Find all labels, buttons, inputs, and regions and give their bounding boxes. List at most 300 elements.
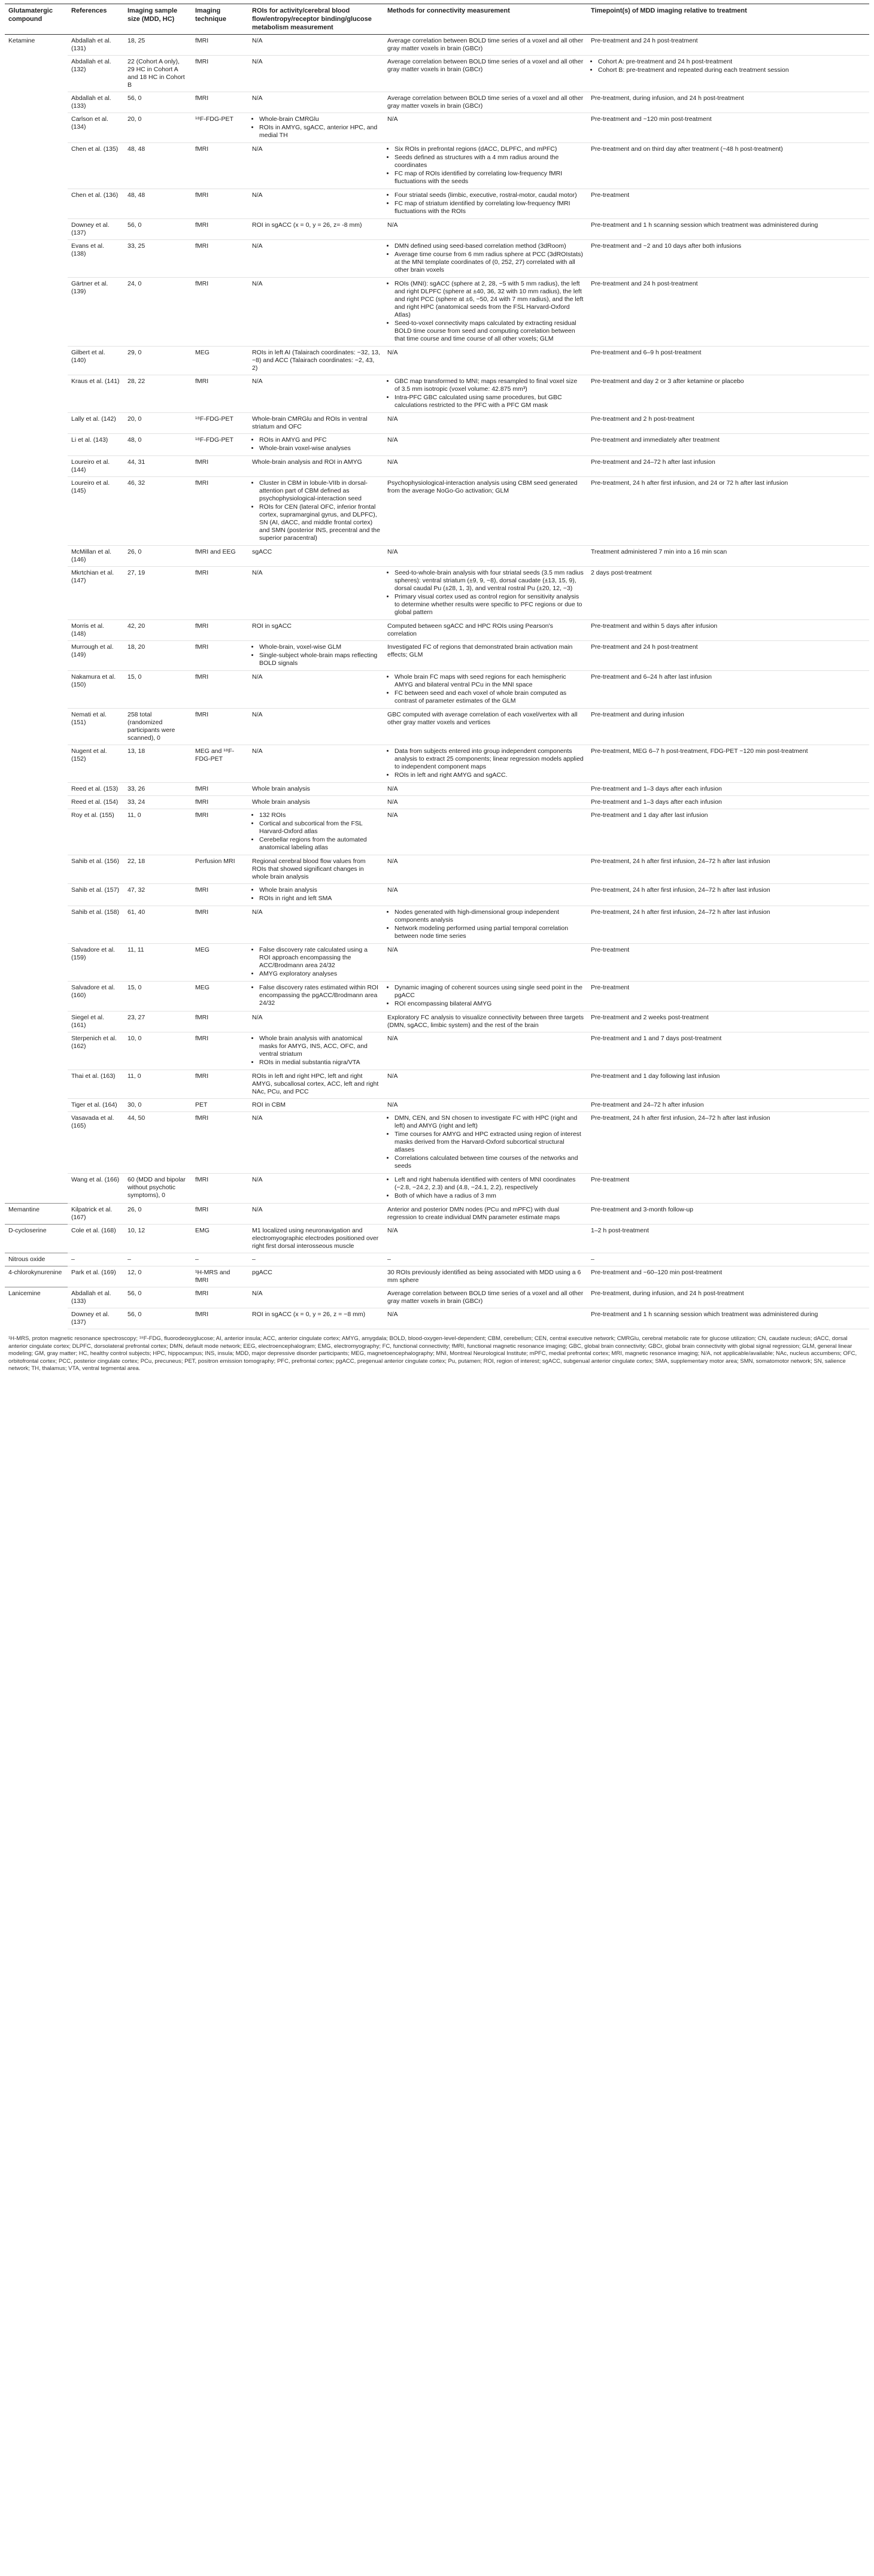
bullet-item: • Whole brain analysis <box>259 886 380 894</box>
cell-reference: Downey et al. (137) <box>68 1308 124 1329</box>
table-row <box>5 1204 869 1225</box>
cell-reference: Siegel et al. (161) <box>68 1011 124 1032</box>
cell-compound <box>5 855 68 884</box>
table-row <box>5 1266 869 1287</box>
cell-sample-size: 33, 24 <box>124 796 192 809</box>
cell-sample-size: 46, 32 <box>124 477 192 546</box>
table-row <box>5 143 869 189</box>
table-row <box>5 796 869 809</box>
cell-sample-size: 44, 31 <box>124 456 192 477</box>
bullet-list <box>252 812 380 852</box>
bullet-list <box>387 192 584 215</box>
cell-rois <box>248 434 384 456</box>
table-row <box>5 1174 869 1204</box>
cell-timepoint: Pre-treatment, 24 h after first infusion, 24–72 h after last infusion <box>587 906 869 944</box>
cell-timepoint: Pre-treatment and 1–3 days after each infusion <box>587 783 869 796</box>
cell-reference: – <box>68 1253 124 1266</box>
cell-reference: Chen et al. (135) <box>68 143 124 189</box>
cell-compound: Lanicemine <box>5 1287 68 1308</box>
cell-reference: Gilbert et al. (140) <box>68 347 124 375</box>
bullet-item: • Four striatal seeds (limbic, executive, rostral-motor, caudal motor) <box>394 192 584 199</box>
table-row <box>5 278 869 347</box>
table-row <box>5 56 869 92</box>
cell-connectivity-method: GBC computed with average correlation of each voxel/vertex with all other gray matter voxels and vertices <box>384 709 587 745</box>
cell-technique: fMRI <box>192 1032 248 1070</box>
bullet-item: • FC map of striatum identified by correlating low-frequency fMRI fluctuations with the ROIs <box>394 200 584 215</box>
cell-technique: MEG <box>192 982 248 1011</box>
cell-timepoint: Pre-treatment and within 5 days after infusion <box>587 620 869 641</box>
cell-compound <box>5 906 68 944</box>
cell-connectivity-method: N/A <box>384 796 587 809</box>
bullet-list <box>387 1176 584 1200</box>
table-row <box>5 884 869 906</box>
cell-sample-size: 258 total (randomized participants were scanned), 0 <box>124 709 192 745</box>
cell-connectivity-method <box>384 143 587 189</box>
cell-connectivity-method: Average correlation between BOLD time series of a voxel and all other gray matter voxels in brain (GBCr) <box>384 56 587 92</box>
cell-compound <box>5 944 68 982</box>
cell-rois: Whole brain analysis <box>248 783 384 796</box>
cell-compound: Nitrous oxide <box>5 1253 68 1266</box>
cell-connectivity-method <box>384 240 587 278</box>
bullet-list <box>387 145 584 186</box>
cell-technique: ¹⁸F-FDG-PET <box>192 113 248 143</box>
cell-sample-size: 29, 0 <box>124 347 192 375</box>
cell-rois: N/A <box>248 1174 384 1204</box>
bullet-item: • Whole-brain, voxel-wise GLM <box>259 643 380 651</box>
cell-sample-size: 11, 0 <box>124 809 192 855</box>
cell-timepoint: Pre-treatment and 1 day following last infusion <box>587 1070 869 1099</box>
cell-compound <box>5 1099 68 1112</box>
cell-sample-size: 56, 0 <box>124 1308 192 1329</box>
cell-reference: Kraus et al. (141) <box>68 375 124 413</box>
header-references: References <box>68 4 124 35</box>
cell-compound <box>5 143 68 189</box>
cell-reference: Carlson et al. (134) <box>68 113 124 143</box>
cell-rois: ROI in sgACC (x = 0, y = 26, z= -8 mm) <box>248 219 384 240</box>
bullet-list <box>591 58 866 74</box>
table-row <box>5 1253 869 1266</box>
bullet-item: • ROIs in right and left SMA <box>259 895 380 903</box>
cell-rois: – <box>248 1253 384 1266</box>
cell-rois <box>248 884 384 906</box>
cell-compound <box>5 56 68 92</box>
cell-sample-size: 30, 0 <box>124 1099 192 1112</box>
cell-compound <box>5 982 68 1011</box>
cell-compound: Memantine <box>5 1204 68 1225</box>
cell-sample-size: 12, 0 <box>124 1266 192 1287</box>
table-row <box>5 113 869 143</box>
cell-connectivity-method <box>384 671 587 709</box>
cell-connectivity-method: Average correlation between BOLD time series of a voxel and all other gray matter voxels in brain (GBCr) <box>384 1287 587 1308</box>
cell-timepoint: Pre-treatment and immediately after treatment <box>587 434 869 456</box>
cell-technique: fMRI <box>192 56 248 92</box>
cell-compound: D-cycloserine <box>5 1225 68 1253</box>
cell-technique: fMRI <box>192 456 248 477</box>
cell-technique: fMRI <box>192 1287 248 1308</box>
cell-reference: Sterpenich et al. (162) <box>68 1032 124 1070</box>
cell-technique: fMRI <box>192 671 248 709</box>
cell-reference: Tiger et al. (164) <box>68 1099 124 1112</box>
cell-sample-size: 60 (MDD and bipolar without psychotic symptoms), 0 <box>124 1174 192 1204</box>
cell-connectivity-method: Computed between sgACC and HPC ROIs using Pearson's correlation <box>384 620 587 641</box>
cell-timepoint: Pre-treatment, 24 h after first infusion, 24–72 h after last infusion <box>587 884 869 906</box>
footnote-abbreviations: ¹H-MRS, proton magnetic resonance spectroscopy; ¹⁸F-FDG, fluorodeoxyglucose; AI, anterior insula; ACC, anterior cingulate cortex; AMYG, amygdala; BOLD, blood-oxygen-level-dependent; CBM, cerebellum; CEN, central executive network; CMRGlu, cerebral metabolic rate for glucose utilization; CN, caudate nucleus; dACC, dorsal anterior cingulate cortex; DLPFC, dorsolateral prefrontal cortex; DMN, default mode network; EEG, electroencephalogram; EMG, electromyography; FC, functional connectivity; fMRI, functional magnetic resonance imaging; GBC, global brain connectivity; GBCr, global brain connectivity with global signal regression; GLM, general linear modeling; GM, gray matter; HC, healthy control subjects; HPC, hippocampus; INS, insula; MDD, major depressive disorder participants; MEG, magnetoencephalography; MNI, Montreal Neurological Institute; mPFC, medial prefrontal cortex; MRI, magnetic resonance imaging; N/A, not applicable/available; NAc, nucleus accumbens; OFC, orbitofrontal cortex; PCC, posterior cingulate cortex; PCu, precuneus; PET, positron emission tomography; PFC, prefrontal cortex; pgACC, pregenual anterior cingulate cortex; Pu, putamen; ROI, region of interest; sgACC, subgenual anterior cingulate cortex; SMA, supplementary motor area; SMN, somatomotor network; SN, salience network; TH, thalamus; VTA, ventral tegmental area. <box>8 1335 857 1372</box>
cell-technique: ¹⁸F-FDG-PET <box>192 413 248 434</box>
table-row <box>5 35 869 56</box>
cell-rois <box>248 982 384 1011</box>
cell-reference: Nakamura et al. (150) <box>68 671 124 709</box>
cell-technique: fMRI <box>192 641 248 671</box>
table-body <box>5 35 869 1329</box>
cell-rois: N/A <box>248 745 384 783</box>
cell-rois: N/A <box>248 278 384 347</box>
cell-reference: Evans et al. (138) <box>68 240 124 278</box>
cell-compound <box>5 219 68 240</box>
cell-technique: fMRI <box>192 1070 248 1099</box>
cell-rois <box>248 944 384 982</box>
cell-timepoint: Pre-treatment and 6–24 h after last infusion <box>587 671 869 709</box>
cell-technique: fMRI <box>192 567 248 620</box>
cell-reference: Lally et al. (142) <box>68 413 124 434</box>
cell-sample-size: 11, 11 <box>124 944 192 982</box>
cell-technique: fMRI <box>192 1011 248 1032</box>
cell-rois: N/A <box>248 567 384 620</box>
bullet-item: • ROIs in AMYG and PFC <box>259 436 380 444</box>
bullet-item: • FC map of ROIs identified by correlating low-frequency fMRI fluctuations with the seeds <box>394 170 584 186</box>
cell-timepoint <box>587 56 869 92</box>
cell-sample-size: 15, 0 <box>124 982 192 1011</box>
cell-connectivity-method: 30 ROIs previously identified as being associated with MDD using a 6 mm sphere <box>384 1266 587 1287</box>
cell-timepoint: Pre-treatment and 1 h scanning session which treatment was administered during <box>587 219 869 240</box>
cell-technique: fMRI <box>192 1308 248 1329</box>
cell-reference: Abdallah et al. (132) <box>68 56 124 92</box>
cell-rois: ROIs in left and right HPC, left and right AMYG, subcallosal cortex, ACC, left and right NAc, PCu, and PCC <box>248 1070 384 1099</box>
cell-sample-size: 42, 20 <box>124 620 192 641</box>
table-row <box>5 641 869 671</box>
cell-compound <box>5 375 68 413</box>
cell-rois: N/A <box>248 1287 384 1308</box>
cell-reference: Roy et al. (155) <box>68 809 124 855</box>
cell-rois: Whole-brain analysis and ROI in AMYG <box>248 456 384 477</box>
cell-technique: fMRI <box>192 1174 248 1204</box>
table-footnotes <box>8 1335 866 1373</box>
bullet-item: • False discovery rate calculated using a ROI approach encompassing the ACC/Brodmann area 24/32 <box>259 946 380 970</box>
bullet-list <box>252 479 380 542</box>
cell-timepoint: Pre-treatment and 2 weeks post-treatment <box>587 1011 869 1032</box>
cell-compound: Ketamine <box>8 37 35 44</box>
bullet-list <box>387 1114 584 1170</box>
cell-connectivity-method <box>384 906 587 944</box>
cell-timepoint: Pre-treatment, during infusion, and 24 h post-treatment <box>587 1287 869 1308</box>
cell-compound <box>5 278 68 347</box>
cell-sample-size: 13, 18 <box>124 745 192 783</box>
header-technique: Imaging technique <box>192 4 248 35</box>
table-row <box>5 546 869 567</box>
cell-timepoint: Pre-treatment, 24 h after first infusion, and 24 or 72 h after last infusion <box>587 477 869 546</box>
cell-rois: N/A <box>248 1204 384 1225</box>
cell-technique: – <box>192 1253 248 1266</box>
cell-sample-size: 56, 0 <box>124 219 192 240</box>
cell-sample-size: 28, 22 <box>124 375 192 413</box>
cell-reference: Salvadore et al. (159) <box>68 944 124 982</box>
table-row <box>5 1112 869 1174</box>
cell-reference: Abdallah et al. (133) <box>68 1287 124 1308</box>
cell-compound <box>5 434 68 456</box>
cell-connectivity-method: N/A <box>384 809 587 855</box>
bullet-item: • ROI encompassing bilateral AMYG <box>394 1000 584 1008</box>
table-row <box>5 1287 869 1308</box>
cell-reference: Nemati et al. (151) <box>68 709 124 745</box>
cell-timepoint: Pre-treatment, MEG 6–7 h post-treatment, FDG-PET ~120 min post-treatment <box>587 745 869 783</box>
cell-connectivity-method: N/A <box>384 884 587 906</box>
cell-compound <box>5 240 68 278</box>
cell-rois: N/A <box>248 240 384 278</box>
cell-sample-size: 20, 0 <box>124 113 192 143</box>
cell-compound <box>5 671 68 709</box>
cell-technique: fMRI <box>192 477 248 546</box>
table-row <box>5 240 869 278</box>
table-row <box>5 477 869 546</box>
cell-rois <box>248 1032 384 1070</box>
cell-timepoint: Pre-treatment and 24–72 h after last infusion <box>587 456 869 477</box>
table-header-row <box>5 4 869 35</box>
cell-timepoint: Pre-treatment and ~120 min post-treatment <box>587 113 869 143</box>
cell-technique: ¹⁸F-FDG-PET <box>192 434 248 456</box>
bullet-list <box>387 673 584 705</box>
cell-rois: N/A <box>248 143 384 189</box>
cell-sample-size: 48, 0 <box>124 434 192 456</box>
cell-compound <box>5 620 68 641</box>
cell-compound <box>5 347 68 375</box>
bullet-item: • DMN defined using seed-based correlation method (3dRoom) <box>394 242 584 250</box>
cell-reference: Murrough et al. (149) <box>68 641 124 671</box>
bullet-item: • Cluster in CBM in lobule-VIIb in dorsal-attention part of CBM defined as psychophysiological-interaction seed <box>259 479 380 503</box>
cell-connectivity-method: N/A <box>384 113 587 143</box>
cell-timepoint: Pre-treatment and 2 h post-treatment <box>587 413 869 434</box>
table-row <box>5 709 869 745</box>
cell-reference: Abdallah et al. (133) <box>68 92 124 113</box>
cell-connectivity-method <box>384 745 587 783</box>
cell-connectivity-method: N/A <box>384 456 587 477</box>
bullet-item: • Cortical and subcortical from the FSL Harvard-Oxford atlas <box>259 820 380 836</box>
cell-connectivity-method: Investigated FC of regions that demonstrated brain activation main effects; GLM <box>384 641 587 671</box>
cell-technique: fMRI <box>192 143 248 189</box>
bullet-item: • Cohort B: pre-treatment and repeated during each treatment session <box>598 66 866 74</box>
cell-sample-size: 26, 0 <box>124 1204 192 1225</box>
bullet-item: • Single-subject whole-brain maps reflecting BOLD signals <box>259 652 380 667</box>
cell-timepoint: Pre-treatment, during infusion, and 24 h post-treatment <box>587 92 869 113</box>
bullet-item: • DMN, CEN, and SN chosen to investigate FC with HPC (right and left) and AMYG (right and left) <box>394 1114 584 1130</box>
cell-sample-size: 33, 25 <box>124 240 192 278</box>
cell-timepoint: Pre-treatment and 1 and 7 days post-treatment <box>587 1032 869 1070</box>
cell-timepoint: Pre-treatment and ~2 and 10 days after both infusions <box>587 240 869 278</box>
cell-sample-size: 11, 0 <box>124 1070 192 1099</box>
bullet-item: • Both of which have a radius of 3 mm <box>394 1192 584 1200</box>
bullet-item: • Primary visual cortex used as control region for sensitivity analysis to determine whether results were specific to PFC regions or due to global pattern <box>394 593 584 616</box>
cell-compound <box>5 189 68 219</box>
cell-technique: fMRI <box>192 189 248 219</box>
cell-reference: Kilpatrick et al. (167) <box>68 1204 124 1225</box>
cell-technique: fMRI <box>192 1204 248 1225</box>
bullet-list <box>252 643 380 667</box>
cell-reference: Sahib et al. (156) <box>68 855 124 884</box>
cell-reference: Loureiro et al. (144) <box>68 456 124 477</box>
cell-sample-size: 18, 25 <box>124 35 192 56</box>
bullet-list <box>387 909 584 940</box>
cell-sample-size: 27, 19 <box>124 567 192 620</box>
cell-sample-size: 44, 50 <box>124 1112 192 1174</box>
cell-connectivity-method: N/A <box>384 783 587 796</box>
cell-compound <box>5 1011 68 1032</box>
cell-rois: N/A <box>248 906 384 944</box>
cell-technique: fMRI <box>192 278 248 347</box>
cell-technique: MEG <box>192 347 248 375</box>
cell-timepoint: Pre-treatment <box>587 189 869 219</box>
header-rois: ROIs for activity/cerebral blood flow/entropy/receptor binding/glucose metabolism measurement <box>248 4 384 35</box>
cell-technique: fMRI and EEG <box>192 546 248 567</box>
bullet-item: • Data from subjects entered into group independent components analysis to extract 25 components; linear regression models applied to independent component maps <box>394 748 584 771</box>
cell-timepoint: Pre-treatment and 6–9 h post-treatment <box>587 347 869 375</box>
cell-sample-size: – <box>124 1253 192 1266</box>
cell-connectivity-method: N/A <box>384 1070 587 1099</box>
cell-rois: ROI in sgACC <box>248 620 384 641</box>
cell-timepoint: Pre-treatment, 24 h after first infusion, 24–72 h after last infusion <box>587 1112 869 1174</box>
cell-timepoint: Pre-treatment and during infusion <box>587 709 869 745</box>
bullet-item: • False discovery rates estimated within ROI encompassing the pgACC/Brodmann area 24/32 <box>259 984 380 1007</box>
cell-compound <box>5 1032 68 1070</box>
table-row <box>5 855 869 884</box>
cell-sample-size: 33, 26 <box>124 783 192 796</box>
bullet-item: • ROIs in AMYG, sgACC, anterior HPC, and medial TH <box>259 124 380 139</box>
cell-timepoint: 1–2 h post-treatment <box>587 1225 869 1253</box>
table-row <box>5 567 869 620</box>
bullet-list <box>387 748 584 779</box>
cell-technique: fMRI <box>192 783 248 796</box>
cell-connectivity-method: N/A <box>384 434 587 456</box>
table-row <box>5 219 869 240</box>
cell-rois <box>248 113 384 143</box>
cell-timepoint: 2 days post-treatment <box>587 567 869 620</box>
cell-rois: M1 localized using neuronavigation and electromyographic electrodes positioned over right first dorsal interosseous muscle <box>248 1225 384 1253</box>
cell-connectivity-method: N/A <box>384 219 587 240</box>
cell-compound <box>5 1070 68 1099</box>
cell-technique: fMRI <box>192 620 248 641</box>
cell-sample-size: 47, 32 <box>124 884 192 906</box>
table-row <box>5 906 869 944</box>
cell-rois: N/A <box>248 375 384 413</box>
cell-reference: Gärtner et al. (139) <box>68 278 124 347</box>
cell-reference: Thai et al. (163) <box>68 1070 124 1099</box>
table-row <box>5 944 869 982</box>
bullet-item: • Average time course from 6 mm radius sphere at PCC (3dROIstats) at the MNI template coordinates of (0, 252, 27) correlated with all other brain voxels <box>394 251 584 274</box>
cell-connectivity-method: N/A <box>384 855 587 884</box>
cell-sample-size: 22, 18 <box>124 855 192 884</box>
cell-compound <box>5 884 68 906</box>
cell-sample-size: 22 (Cohort A only), 29 HC in Cohort A and 18 HC in Cohort B <box>124 56 192 92</box>
cell-connectivity-method: Anterior and posterior DMN nodes (PCu and mPFC) with dual regression to create individual DMN parameter estimate maps <box>384 1204 587 1225</box>
bullet-item: • ROIs in left and right AMYG and sgACC. <box>394 771 584 779</box>
cell-connectivity-method: N/A <box>384 546 587 567</box>
bullet-item: • Whole brain analysis with anatomical masks for AMYG, INS, ACC, OFC, and ventral striatum <box>259 1035 380 1058</box>
bullet-item: • Network modeling performed using partial temporal correlation between node time series <box>394 925 584 940</box>
bullet-item: • 132 ROIs <box>259 812 380 819</box>
cell-reference: Vasavada et al. (165) <box>68 1112 124 1174</box>
bullet-item: • Time courses for AMYG and HPC extracted using region of interest masks derived from the Harvard-Oxford subcortical structural atlases <box>394 1131 584 1154</box>
cell-technique: fMRI <box>192 809 248 855</box>
cell-technique: fMRI <box>192 219 248 240</box>
cell-technique: fMRI <box>192 92 248 113</box>
bullet-item: • Nodes generated with high-dimensional group independent components analysis <box>394 909 584 924</box>
cell-connectivity-method: Average correlation between BOLD time series of a voxel and all other gray matter voxels in brain (GBCr) <box>384 92 587 113</box>
cell-timepoint: Pre-treatment and on third day after treatment (~48 h post-treatment) <box>587 143 869 189</box>
cell-sample-size: 24, 0 <box>124 278 192 347</box>
cell-rois: N/A <box>248 709 384 745</box>
cell-sample-size: 48, 48 <box>124 143 192 189</box>
cell-technique: fMRI <box>192 375 248 413</box>
table-row <box>5 809 869 855</box>
cell-compound <box>5 1112 68 1174</box>
cell-connectivity-method <box>384 567 587 620</box>
cell-compound <box>5 641 68 671</box>
bullet-item: • GBC map transformed to MNI; maps resampled to final voxel size of 3.5 mm isotropic (voxel volume: 42.875 mm³) <box>394 378 584 393</box>
cell-technique: fMRI <box>192 796 248 809</box>
cell-compound: 4-chlorokynurenine <box>5 1266 68 1287</box>
cell-timepoint: Pre-treatment and 1 h scanning session which treatment was administered during <box>587 1308 869 1329</box>
cell-rois <box>248 809 384 855</box>
cell-rois: N/A <box>248 1112 384 1174</box>
cell-timepoint: Pre-treatment and 3-month follow-up <box>587 1204 869 1225</box>
table-row <box>5 434 869 456</box>
table-row <box>5 671 869 709</box>
cell-connectivity-method: – <box>384 1253 587 1266</box>
table-row <box>5 375 869 413</box>
cell-reference: Morris et al. (148) <box>68 620 124 641</box>
cell-connectivity-method: Exploratory FC analysis to visualize connectivity between three targets (DMN, sgACC, limbic system) and the rest of the brain <box>384 1011 587 1032</box>
table-row <box>5 1032 869 1070</box>
cell-connectivity-method <box>384 189 587 219</box>
cell-sample-size: 20, 0 <box>124 413 192 434</box>
cell-reference: Li et al. (143) <box>68 434 124 456</box>
cell-rois: N/A <box>248 1011 384 1032</box>
cell-technique: ¹H-MRS and fMRI <box>192 1266 248 1287</box>
cell-compound <box>5 709 68 745</box>
cell-sample-size: 10, 12 <box>124 1225 192 1253</box>
bullet-list <box>387 984 584 1008</box>
cell-connectivity-method <box>384 1174 587 1204</box>
cell-compound <box>5 92 68 113</box>
header-compound: Glutamatergic compound <box>5 4 68 35</box>
cell-timepoint: Pre-treatment and 24 h post-treatment <box>587 35 869 56</box>
cell-timepoint: – <box>587 1253 869 1266</box>
cell-connectivity-method <box>384 982 587 1011</box>
table-row <box>5 620 869 641</box>
table-row <box>5 456 869 477</box>
cell-rois: N/A <box>248 92 384 113</box>
cell-timepoint: Pre-treatment <box>587 982 869 1011</box>
cell-rois: Whole brain analysis <box>248 796 384 809</box>
cell-timepoint: Pre-treatment and 1 day after last infusion <box>587 809 869 855</box>
cell-compound <box>5 745 68 783</box>
cell-connectivity-method <box>384 278 587 347</box>
cell-sample-size: 48, 48 <box>124 189 192 219</box>
cell-technique: fMRI <box>192 35 248 56</box>
cell-connectivity-method: N/A <box>384 413 587 434</box>
cell-rois: sgACC <box>248 546 384 567</box>
cell-timepoint: Pre-treatment <box>587 944 869 982</box>
bullet-list <box>252 984 380 1007</box>
cell-reference: Downey et al. (137) <box>68 219 124 240</box>
cell-reference: Reed et al. (154) <box>68 796 124 809</box>
